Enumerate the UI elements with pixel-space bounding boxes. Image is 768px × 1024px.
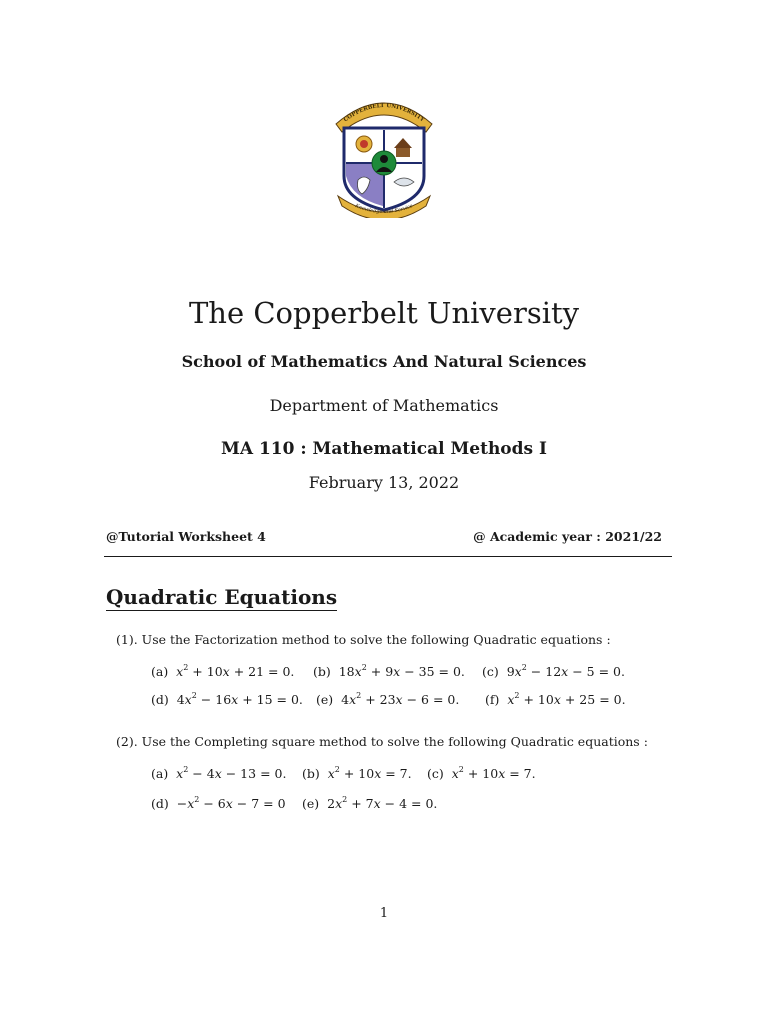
question-2-prompt: (2). Use the Completing square method to solve the following Quadratic equations : bbox=[116, 734, 648, 749]
equation-label: (f) bbox=[485, 692, 504, 707]
equation-label: (d) bbox=[151, 796, 173, 811]
equation-item bbox=[302, 796, 437, 811]
equation-label: (c) bbox=[482, 664, 503, 679]
university-crest-logo bbox=[330, 96, 438, 218]
question-1-prompt: (1). Use the Factorization method to solve the following Quadratic equations : bbox=[116, 632, 611, 647]
department-name: Department of Mathematics bbox=[269, 396, 499, 415]
equation-label: (e) bbox=[302, 796, 324, 811]
equation-label: (c) bbox=[427, 766, 448, 781]
university-title: The Copperbelt University bbox=[188, 296, 580, 330]
course-title: MA 110 : Mathematical Methods I bbox=[221, 439, 547, 459]
section-heading: Quadratic Equations bbox=[106, 585, 338, 609]
equation-expression: $x^2 + 10x = 7$. bbox=[451, 765, 536, 781]
equation-item bbox=[313, 664, 465, 679]
worksheet-label: @Tutorial Worksheet 4 bbox=[106, 529, 266, 544]
equation-item bbox=[151, 796, 286, 811]
equation-expression: $x^2 + 10x + 21 = 0$. bbox=[176, 663, 295, 679]
equation-label: (a) bbox=[151, 766, 173, 781]
equation-item bbox=[316, 692, 459, 707]
equation-item bbox=[151, 766, 286, 781]
equation-item bbox=[427, 766, 536, 781]
equation-label: (b) bbox=[302, 766, 324, 781]
equation-expression: $18x^2 + 9x - 35 = 0$. bbox=[338, 663, 465, 679]
equation-expression: $4x^2 - 16x + 15 = 0$. bbox=[176, 691, 303, 707]
equation-expression: $-x^2 - 6x - 7 = 0$ bbox=[176, 795, 286, 811]
equation-item bbox=[151, 692, 303, 707]
equation-label: (d) bbox=[151, 692, 173, 707]
crest-motto-bottom: Knowledge and Service bbox=[354, 203, 414, 216]
equation-expression: $9x^2 - 12x - 5 = 0$. bbox=[506, 663, 625, 679]
header-divider bbox=[104, 556, 672, 557]
document-date: February 13, 2022 bbox=[308, 473, 460, 492]
equation-expression: $x^2 + 10x = 7$. bbox=[327, 765, 412, 781]
equation-expression: $x^2 - 4x - 13 = 0$. bbox=[176, 765, 287, 781]
school-name: School of Mathematics And Natural Sciences bbox=[181, 352, 587, 371]
academic-year-label: @ Academic year : 2021/22 bbox=[473, 529, 662, 544]
equation-item bbox=[482, 664, 625, 679]
page-number: 1 bbox=[379, 906, 389, 921]
equation-label: (e) bbox=[316, 692, 338, 707]
crest-motto-top: COPPERBELT UNIVERSITY bbox=[342, 102, 426, 124]
equation-label: (b) bbox=[313, 664, 335, 679]
equation-expression: $4x^2 + 23x - 6 = 0$. bbox=[341, 691, 460, 707]
equation-expression: $2x^2 + 7x - 4 = 0$. bbox=[327, 795, 438, 811]
equation-label: (a) bbox=[151, 664, 173, 679]
equation-item bbox=[151, 664, 294, 679]
equation-expression: $x^2 + 10x + 25 = 0$. bbox=[507, 691, 626, 707]
equation-item bbox=[302, 766, 412, 781]
equation-item bbox=[485, 692, 626, 707]
